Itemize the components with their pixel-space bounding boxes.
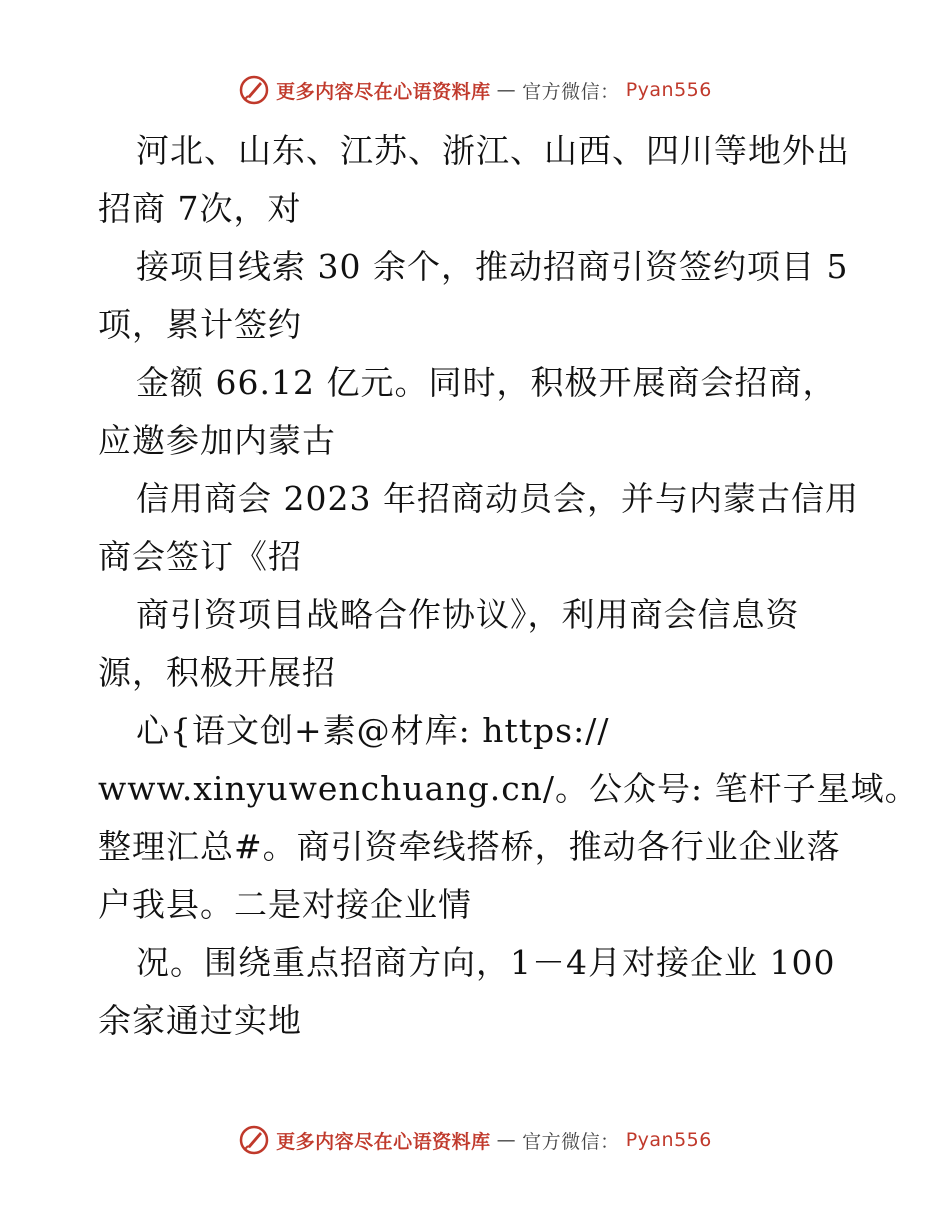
text-line: 商会签订《招 xyxy=(98,537,302,576)
quill-logo-icon xyxy=(238,1124,270,1156)
document-body xyxy=(98,122,919,1050)
watermark-label: 官方微信： xyxy=(522,1130,620,1153)
text-line: 信用商会 2023 年招商动员会，并与内蒙古信用 xyxy=(136,479,859,518)
watermark-dash: — xyxy=(496,79,517,101)
text-line: 心{语文创+素@材库: https:// xyxy=(136,711,610,750)
watermark-id: Pyan556 xyxy=(625,1129,712,1151)
watermark-dash: — xyxy=(496,1129,517,1151)
header-watermark xyxy=(0,74,950,106)
quill-logo-icon xyxy=(238,74,270,106)
text-line: 源，积极开展招 xyxy=(98,653,336,692)
text-line: 应邀参加内蒙古 xyxy=(98,421,336,460)
text-line: 户我县。二是对接企业情 xyxy=(98,885,472,924)
text-line: 招商 7次，对 xyxy=(98,189,302,228)
text-line: 整理汇总#。商引资牵线搭桥，推动各行业企业落 xyxy=(98,827,841,866)
text-line: 余家通过实地 xyxy=(98,1001,302,1040)
text-line: 河北、山东、江苏、浙江、山西、四川等地外出 xyxy=(136,131,850,170)
watermark-label: 官方微信： xyxy=(522,80,620,103)
text-line: 项，累计签约 xyxy=(98,305,302,344)
footer-watermark xyxy=(0,1124,950,1156)
text-line: 况。围绕重点招商方向，1－4月对接企业 100 xyxy=(136,943,836,982)
watermark-title: 更多内容尽在心语资料库 xyxy=(276,80,491,103)
text-line: 商引资项目战略合作协议》，利用商会信息资 xyxy=(136,595,800,634)
text-line: 接项目线索 30 余个，推动招商引资签约项目 5 xyxy=(136,247,849,286)
text-line: www.xinyuwenchuang.cn/。公众号: 笔杆子星域。 xyxy=(98,769,919,808)
watermark-title: 更多内容尽在心语资料库 xyxy=(276,1130,491,1153)
watermark-id: Pyan556 xyxy=(625,79,712,101)
text-line: 金额 66.12 亿元。同时，积极开展商会招商， xyxy=(136,363,837,402)
